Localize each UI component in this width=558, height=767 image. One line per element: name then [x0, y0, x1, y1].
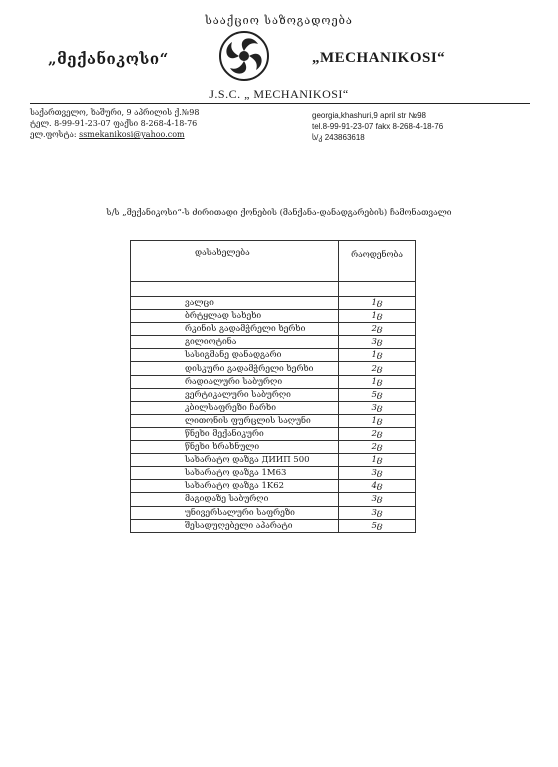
equipment-name-cell [131, 282, 339, 297]
table-row [131, 323, 416, 336]
email-label: ელ.ფოსტა: [30, 130, 77, 139]
table-header-row [131, 241, 416, 282]
equipment-quantity-cell: 1ც [339, 454, 416, 467]
equipment-quantity-cell: 3ც [339, 401, 416, 414]
equipment-name-cell: ვერტიკალური საბურღი [131, 388, 339, 401]
table-row [131, 310, 416, 323]
equipment-name-cell: სახარატო დაზგა ДИИП 500 [131, 454, 339, 467]
equipment-quantity-cell: 1ც [339, 375, 416, 388]
equipment-quantity-cell: 3ც [339, 493, 416, 506]
equipment-quantity-cell: 2ც [339, 362, 416, 375]
equipment-quantity-cell: 5ც [339, 388, 416, 401]
equipment-name-cell: სახარატო დაზგა 1M63 [131, 467, 339, 480]
document-title: ს/ს „მექანიკოსი“-ს ძირითადი ქონების (მანქანა-დანადგარების) ჩამონათვალი [106, 208, 452, 218]
company-name-english: „MECHANIKOSI“ [312, 50, 446, 66]
contact-english [312, 110, 443, 143]
equipment-table [130, 240, 416, 533]
company-name-georgian: „მექანიკოსი“ [48, 50, 169, 68]
table-row [131, 362, 416, 375]
table-row [131, 282, 416, 297]
equipment-quantity-cell: 2ც [339, 427, 416, 440]
address-georgian: საქართველო, ხაშური, 9 აპრილის ქ.№98 [30, 108, 200, 117]
table-row [131, 467, 416, 480]
company-logo-icon [218, 30, 270, 82]
equipment-quantity-cell: 3ც [339, 336, 416, 349]
equipment-name-cell: უნივერსალური საფრეზი [131, 506, 339, 519]
equipment-name-cell: ვალცი [131, 297, 339, 310]
equipment-name-cell: კბილსაფრეზი ჩარხი [131, 401, 339, 414]
table-row [131, 375, 416, 388]
table-row [131, 388, 416, 401]
email-line [30, 129, 200, 140]
email-link[interactable]: ssmekanikosi@yahoo.com [79, 130, 185, 139]
column-header-quantity: რაოდენობა [339, 241, 416, 282]
equipment-quantity-cell [339, 282, 416, 297]
table-row [131, 297, 416, 310]
table-row [131, 480, 416, 493]
equipment-quantity-cell: 3ც [339, 467, 416, 480]
equipment-name-cell: სახარატო დაზგა 1K62 [131, 480, 339, 493]
equipment-name-cell: სასიგმანე დანადგარი [131, 349, 339, 362]
header-divider [30, 103, 530, 104]
table-row [131, 506, 416, 519]
phone-georgian: ტელ. 8-99-91-23-07 ფაქსი 8-268-4-18-76 [30, 119, 198, 128]
equipment-name-cell: რკინის გადამჭრელი ხერხი [131, 323, 339, 336]
table-row [131, 336, 416, 349]
table-row [131, 414, 416, 427]
address-english: georgia,khashuri,9 april str №98 [312, 111, 426, 120]
company-code: ს/კ 243863618 [312, 133, 365, 142]
equipment-quantity-cell: 2ც [339, 441, 416, 454]
equipment-name-cell: წნეხი მექანიკური [131, 427, 339, 440]
equipment-quantity-cell: 2ც [339, 323, 416, 336]
table-row [131, 454, 416, 467]
equipment-name-cell: დისკური გადამჭრელი ხერხი [131, 362, 339, 375]
equipment-quantity-cell: 1ც [339, 310, 416, 323]
equipment-name-cell: შესადუღებელი აპარატი [131, 519, 339, 532]
table-row [131, 427, 416, 440]
equipment-quantity-cell: 4ც [339, 480, 416, 493]
equipment-name-cell: გილიოტინა [131, 336, 339, 349]
jsc-line: J.S.C. „ MECHANIKOSI“ [209, 87, 349, 101]
column-header-name: დასახელება [131, 241, 339, 282]
table-row [131, 349, 416, 362]
equipment-name-cell: წნეხი ხრახნული [131, 441, 339, 454]
equipment-quantity-cell: 5ც [339, 519, 416, 532]
table-row [131, 493, 416, 506]
equipment-name-cell: რადიალური საბურღი [131, 375, 339, 388]
table-row [131, 401, 416, 414]
table-row [131, 519, 416, 532]
equipment-name-cell: მაგიდაზე საბურღი [131, 493, 339, 506]
contact-georgian [30, 107, 200, 140]
company-type-heading: სააქციო საზოგადოება [205, 14, 353, 27]
equipment-quantity-cell: 3ც [339, 506, 416, 519]
table-row [131, 441, 416, 454]
equipment-quantity-cell: 1ც [339, 414, 416, 427]
phone-english: tel.8-99-91-23-07 fakx 8-268-4-18-76 [312, 122, 444, 131]
equipment-name-cell: ბრტყლად სახეხი [131, 310, 339, 323]
equipment-quantity-cell: 1ც [339, 297, 416, 310]
equipment-name-cell: ლითონის ფურცლის საღუნი [131, 414, 339, 427]
equipment-quantity-cell: 1ც [339, 349, 416, 362]
table-body [131, 282, 416, 533]
